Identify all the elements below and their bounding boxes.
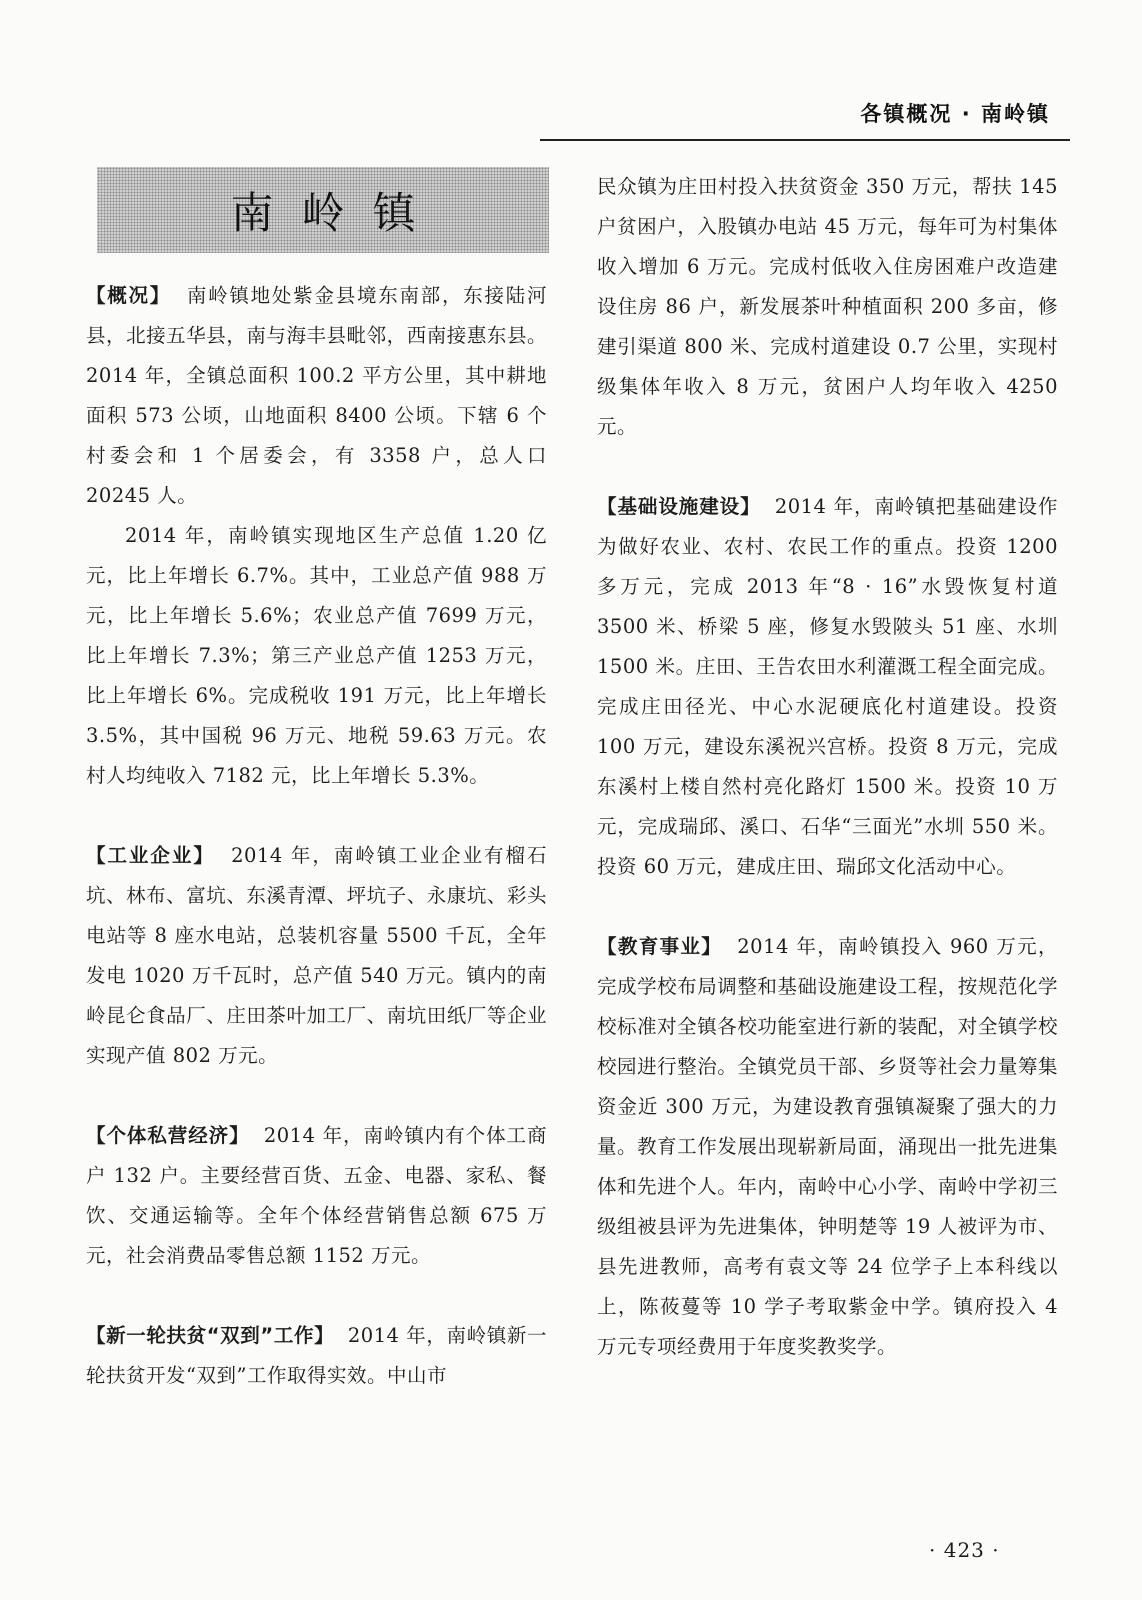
paragraph [86, 1116, 547, 1276]
section-heading: 【工业企业】 [86, 844, 215, 867]
paragraph-text: 南岭镇地处紫金县境东南部，东接陆河县，北接五华县，南与海丰县毗邻，西南接惠东县。2014 年，全镇总面积 100.2 平方公里，其中耕地面积 573 公顷，山地面积 8400 公顷。下辖 6 个村委会和 1 个居委会，有 3358 户，总人口 20245 人。 [86, 284, 547, 507]
paragraph: 民众镇为庄田村投入扶贫资金 350 万元，帮扶 145 户贫困户，入股镇办电站 45 万元，每年可为村集体收入增加 6 万元。完成村低收入住房困难户改造建设住房 86 户，新发展茶叶种植面积 200 多亩，修建引渠道 800 米、完成村道建设 0.7 公里，实现村级集体年收入 8 万元，贫困户人均年收入 4250 元。 [597, 175, 1058, 438]
section-heading: 【概况】 [86, 284, 172, 307]
paragraph [86, 1316, 547, 1396]
section-industry [86, 836, 547, 1076]
section-private-economy [86, 1116, 547, 1276]
paragraph-text: 2014 年，南岭镇内有个体工商户 132 户。主要经营百货、五金、电器、家私、餐饮、交通运输等。全年个体经营销售总额 675 万元，社会消费品零售总额 1152 万元。 [86, 1124, 547, 1267]
paragraph [597, 927, 1058, 1367]
paragraph-text: 2014 年，南岭镇工业企业有榴石坑、林布、富坑、东溪青潭、坪坑子、永康坑、彩头电站等 8 座水电站，总装机容量 5500 千瓦，全年发电 1020 万千瓦时，总产值 540 万元。镇内的南岭昆仑食品厂、庄田茶叶加工厂、南坑田纸厂等企业实现产值 802 万元。 [86, 844, 547, 1067]
paragraph-text: 2014 年，南岭镇新一轮扶贫开发“双到”工作取得实效。中山市 [86, 1324, 547, 1387]
section-heading: 【个体私营经济】 [86, 1124, 250, 1147]
paragraph [86, 836, 547, 1076]
paragraph [597, 487, 1058, 887]
page-title: 南岭镇 [230, 188, 444, 239]
left-column [86, 276, 547, 1396]
paragraph-text: 2014 年，南岭镇投入 960 万元，完成学校布局调整和基础设施建设工程，按规范化学校标准对全镇各校功能室进行新的装配，对全镇学校校园进行整治。全镇党员干部、乡贤等社会力量筹集资金近 300 万元，为建设教育强镇凝聚了强大的力量。教育工作发展出现崭新局面，涌现出一批先进集体和先进个人。年内，南岭中心小学、南岭中学初三级组被县评为先进集体，钟明楚等 19 人被评为市、县先进教师，高考有袁文等 24 位学子上本科线以上，陈莜蔓等 10 学子考取紫金中学。镇府投入 4 万元专项经费用于年度奖教奖学。 [597, 935, 1058, 1358]
title-box [97, 167, 549, 253]
page-number: · 423 · [929, 1538, 1000, 1562]
section-overview [86, 276, 547, 796]
running-head: 各镇概况 · 南岭镇 [860, 102, 1050, 126]
paragraph: 2014 年，南岭镇实现地区生产总值 1.20 亿元，比上年增长 6.7%。其中，工业总产值 988 万元，比上年增长 5.6%；农业总产值 7699 万元，比上年增长 7.3%；第三产业总产值 1253 万元，比上年增长 6%。完成税收 191 万元，比上年增长 3.5%，其中国税 96 万元、地税 59.63 万元。农村人均纯收入 7182 元，比上年增长 5.3%。 [86, 524, 547, 787]
section-education [597, 927, 1058, 1367]
section-heading: 【新一轮扶贫“双到”工作】 [86, 1324, 335, 1347]
section-heading: 【基础设施建设】 [597, 495, 761, 518]
section-heading: 【教育事业】 [597, 935, 723, 958]
paragraph [86, 276, 547, 516]
right-column [597, 167, 1058, 1367]
section-infrastructure [597, 487, 1058, 887]
header-rule [540, 139, 1070, 141]
paragraph-text: 2014 年，南岭镇把基础建设作为做好农业、农村、农民工作的重点。投资 1200 多万元，完成 2013 年“8 · 16”水毁恢复村道 3500 米、桥梁 5 座，修复水毁陂头 51 座、水圳 1500 米。庄田、王告农田水利灌溉工程全面完成。完成庄田径光、中心水泥硬底化村道建设。投资 100 万元，建设东溪祝兴宫桥。投资 8 万元，完成东溪村上楼自然村亮化路灯 1500 米。投资 10 万元，完成瑞邱、溪口、石华“三面光”水圳 550 米。投资 60 万元，建成庄田、瑞邱文化活动中心。 [597, 495, 1058, 878]
section-poverty-relief [86, 1316, 547, 1396]
section-poverty-relief-continued [597, 167, 1058, 447]
